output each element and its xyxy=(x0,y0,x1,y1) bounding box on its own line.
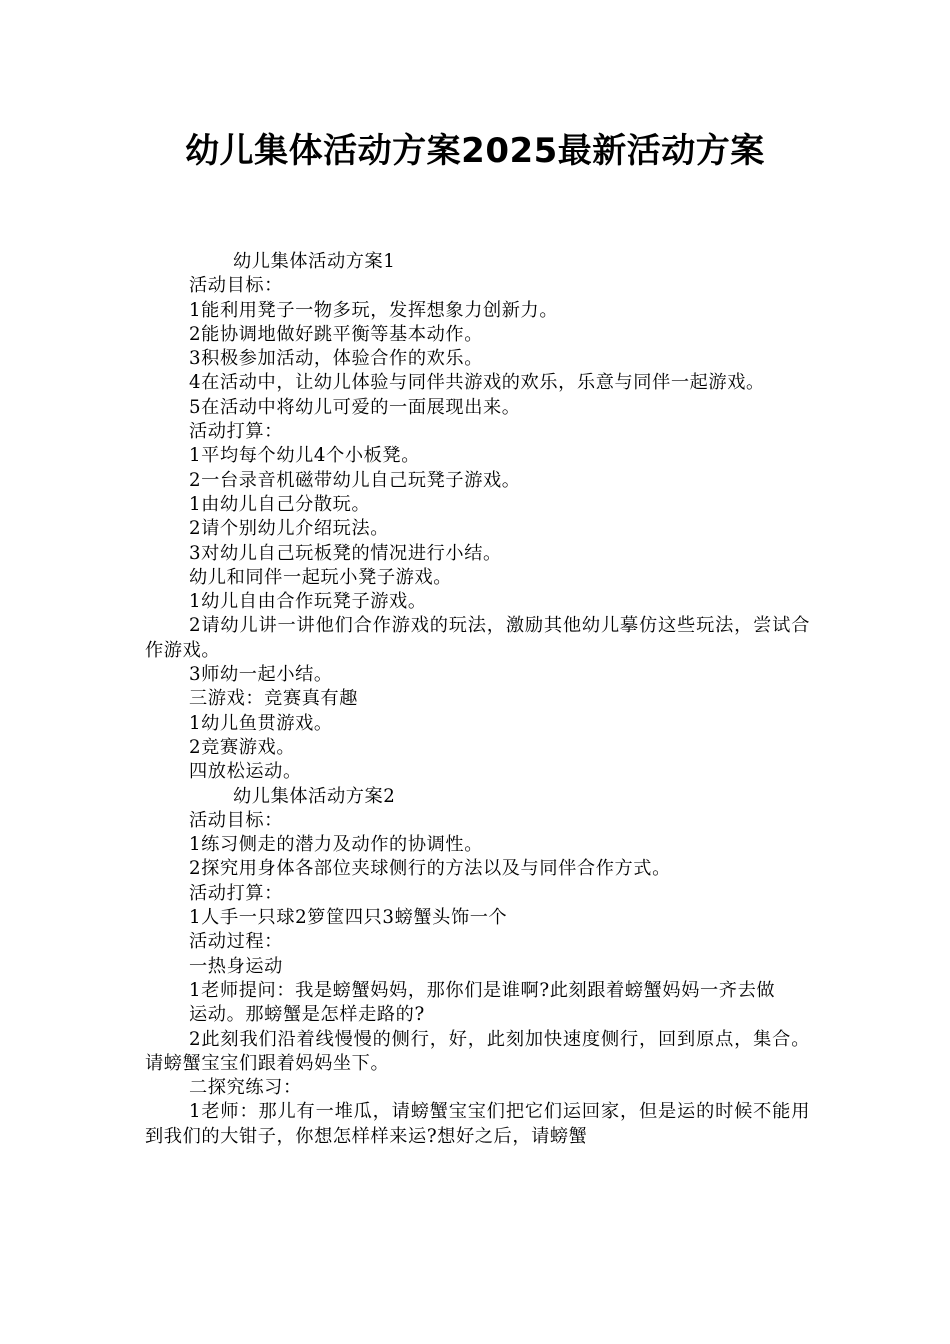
text-line: 运动。那螃蟹是怎样走路的? xyxy=(189,1004,425,1026)
text-line: 活动目标： xyxy=(189,275,283,297)
text-line: 三游戏：竞赛真有趣 xyxy=(189,688,359,710)
text-line: 2请个别幼儿介绍玩法。 xyxy=(189,518,390,540)
text-line: 1幼儿自由合作玩凳子游戏。 xyxy=(189,591,427,613)
text-paragraph: 2请幼儿讲一讲他们合作游戏的玩法，激励其他幼儿摹仿这些玩法，尝试合作游戏。 xyxy=(145,615,810,661)
text-line: 1平均每个幼儿4个小板凳。 xyxy=(189,445,421,467)
section-heading: 幼儿集体活动方案1 xyxy=(233,251,396,272)
text-line: 2竞赛游戏。 xyxy=(189,736,296,758)
text-line: 活动目标： xyxy=(189,809,283,831)
text-line: 1人手一只球2箩筐四只3螃蟹头饰一个 xyxy=(189,907,508,929)
text-line: 2一台录音机磁带幼儿自己玩凳子游戏。 xyxy=(189,469,521,491)
text-line: 二探究练习： xyxy=(189,1077,302,1099)
text-line: 5在活动中将幼儿可爱的一面展现出来。 xyxy=(189,396,521,418)
text-line: 2探究用身体各部位夹球侧行的方法以及与同伴合作方式。 xyxy=(189,858,671,880)
text-line: 一热身运动 xyxy=(189,955,283,977)
text-line: 四放松运动。 xyxy=(189,761,302,783)
text-line: 活动过程： xyxy=(189,931,283,953)
text-line: 3对幼儿自己玩板凳的情况进行小结。 xyxy=(189,542,502,564)
text-line: 3师幼一起小结。 xyxy=(189,664,333,686)
document-body xyxy=(145,250,810,1149)
text-line: 1练习侧走的潜力及动作的协调性。 xyxy=(189,834,483,856)
text-line: 1幼儿鱼贯游戏。 xyxy=(189,712,333,734)
text-line: 1能利用凳子一物多玩，发挥想象力创新力。 xyxy=(189,299,559,321)
text-line: 1由幼儿自己分散玩。 xyxy=(189,493,371,515)
text-line: 活动打算： xyxy=(189,421,283,443)
text-line: 2能协调地做好跳平衡等基本动作。 xyxy=(189,323,483,345)
text-line: 3积极参加活动，体验合作的欢乐。 xyxy=(189,348,483,370)
text-line: 幼儿和同伴一起玩小凳子游戏。 xyxy=(189,566,453,588)
text-paragraph: 1老师：那儿有一堆瓜，请螃蟹宝宝们把它们运回家，但是运的时候不能用到我们的大钳子，你想怎样样来运?想好之后，请螃蟹 xyxy=(145,1101,810,1147)
page-title: 幼儿集体活动方案2025最新活动方案 xyxy=(185,131,765,171)
text-line: 活动打算： xyxy=(189,882,283,904)
text-paragraph: 1老师提问：我是螃蟹妈妈，那你们是谁啊?此刻跟着螃蟹妈妈一齐去做 xyxy=(189,979,776,1001)
section-heading: 幼儿集体活动方案2 xyxy=(233,785,396,807)
text-paragraph: 4在活动中，让幼儿体验与同伴共游戏的欢乐，乐意与同伴一起游戏。 xyxy=(189,372,765,394)
text-paragraph: 2此刻我们沿着线慢慢的侧行，好，此刻加快速度侧行，回到原点，集合。请螃蟹宝宝们跟着妈妈坐下。 xyxy=(145,1028,810,1074)
